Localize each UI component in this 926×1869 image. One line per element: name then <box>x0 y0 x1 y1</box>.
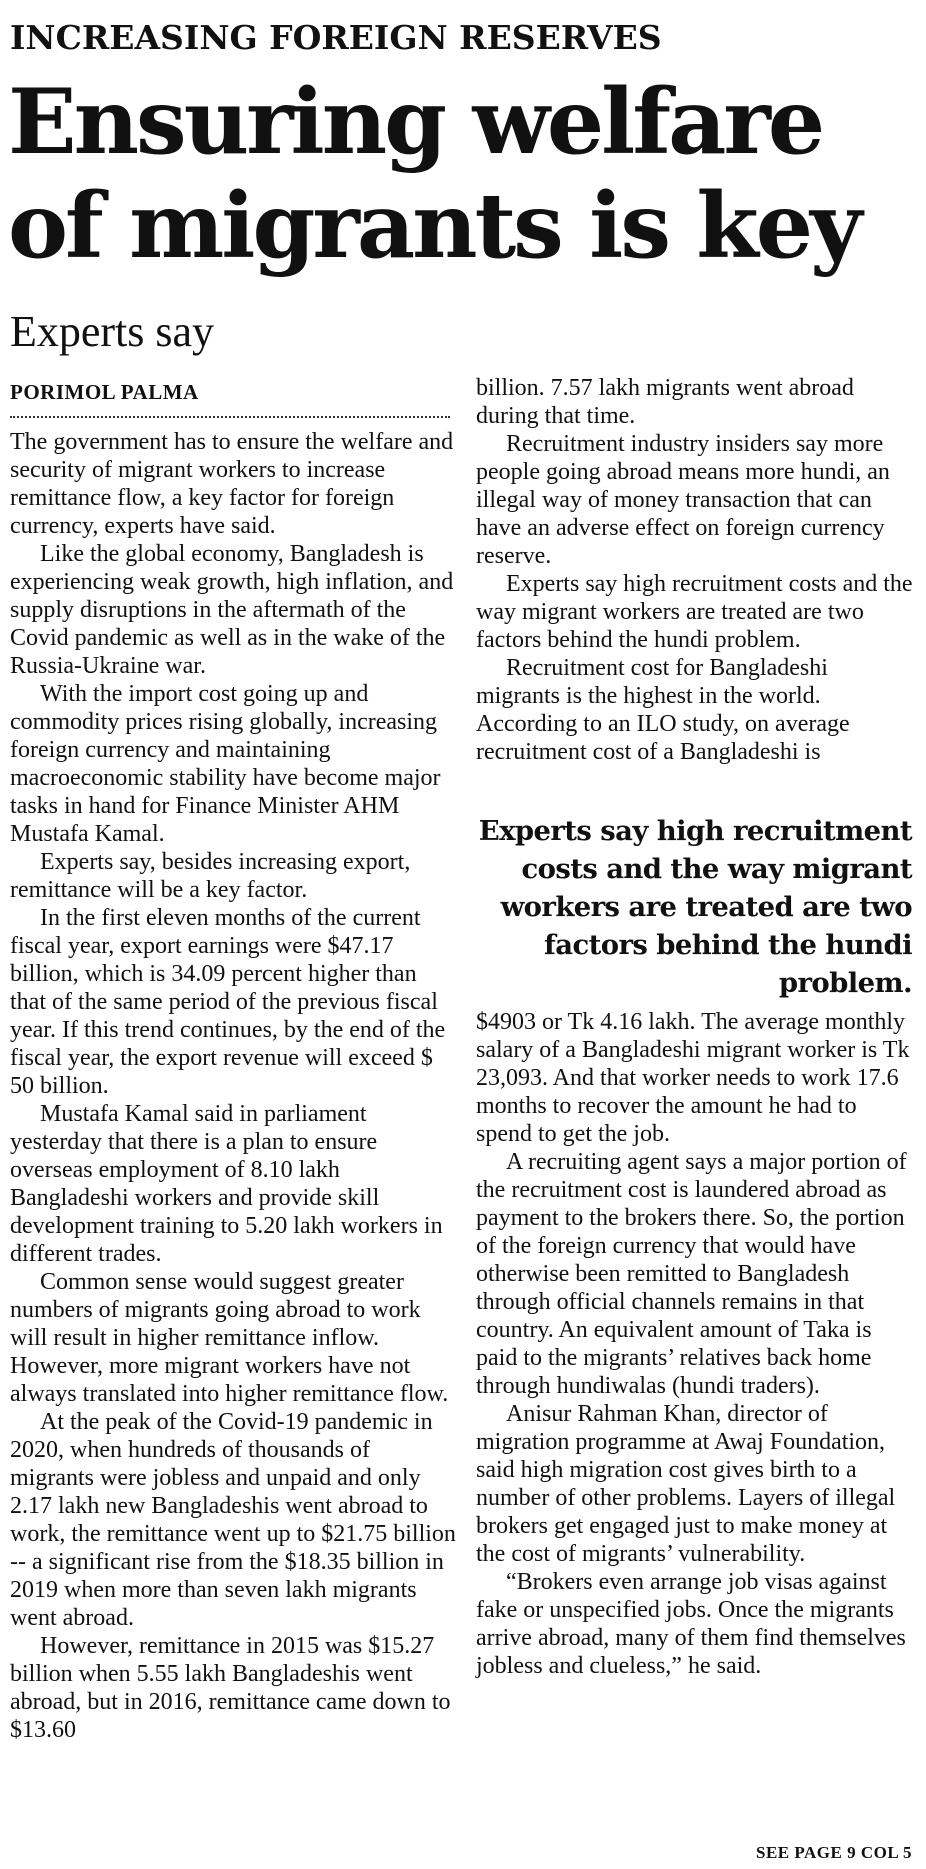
paragraph: $4903 or Tk 4.16 lakh. The average monthly salary of a Bangladeshi migrant worker is Tk 23,093. And that worker needs to work 17.6 months to recover the amount he had to spend to get the job. <box>476 1009 910 1147</box>
paragraph: Experts say high recruitment costs and the way migrant workers are treated are two factors behind the hundi problem. <box>476 571 913 653</box>
paragraph: At the peak of the Covid-19 pandemic in 2020, when hundreds of thousands of migrants were jobless and unpaid and only 2.17 lakh new Bangladeshis went abroad to work, the remittance went up to $21.75 billion -- a significant rise from the $18.35 billion in 2019 when more than seven lakh migrants went abroad. <box>10 1409 456 1631</box>
paragraph: The government has to ensure the welfare and security of migrant workers to increase remittance flow, a key factor for foreign currency, experts have said. <box>10 429 454 539</box>
paragraph: Common sense would suggest greater numbers of migrants going abroad to work will result in higher remittance inflow. However, more migrant workers have not always translated into higher remittance flow. <box>10 1269 449 1407</box>
paragraph: In the first eleven months of the current fiscal year, export earnings were $47.17 billion, which is 34.09 percent higher than that of the same period of the previous fiscal year. If this trend continues, by the end of the fiscal year, the export revenue will exceed $ 50 billion. <box>10 905 446 1099</box>
paragraph: Mustafa Kamal said in parliament yesterday that there is a plan to ensure overseas employment of 8.10 lakh Bangladeshi workers and provide skill development training to 5.20 lakh workers in different trades. <box>10 1101 443 1267</box>
paragraph: “Brokers even arrange job visas against fake or unspecified jobs. Once the migrants arrive abroad, many of them find themselves jobless and clueless,” he said. <box>476 1569 906 1679</box>
paragraph: Experts say, besides increasing export, remittance will be a key factor. <box>10 849 411 903</box>
headline <box>8 70 920 278</box>
paragraph: With the import cost going up and commodity prices rising globally, increasing foreign currency and maintaining macroeconomic stability have become major tasks in hand for Finance Minister AHM Mustafa Kamal. <box>10 681 441 847</box>
paragraph: Recruitment cost for Bangladeshi migrants is the highest in the world. According to an ILO study, on average recruitment cost of a Bangladeshi is <box>476 655 850 765</box>
headline-line-1: Ensuring welfare <box>8 69 823 175</box>
deck: Experts say <box>10 307 215 356</box>
paragraph: A recruiting agent says a major portion of the recruitment cost is laundered abroad as payment to the brokers there. So, the portion of the foreign currency that would have otherwise been remitted to Bangladesh through official channels remains in that country. An equivalent amount of Taka is paid to the migrants’ relatives back home through hundiwalas (hundi traders). <box>476 1149 907 1399</box>
article-column-1 <box>10 428 456 1744</box>
article-column-2-bottom <box>476 1008 916 1680</box>
paragraph: Anisur Rahman Khan, director of migration programme at Awaj Foundation, said high migration cost gives birth to a number of other problems. Layers of illegal brokers get engaged just to make money at the cost of migrants’ vulnerability. <box>476 1401 896 1567</box>
kicker: INCREASING FOREIGN RESERVES <box>10 18 662 57</box>
pull-quote: Experts say high recruitment costs and the way migrant workers are treated are two factors behind the hundi problem. <box>478 815 912 999</box>
paragraph: Like the global economy, Bangladesh is experiencing weak growth, high inflation, and supply disruptions in the aftermath of the Covid pandemic as well as in the wake of the Russia-Ukraine war. <box>10 541 454 679</box>
continuation-jump: SEE PAGE 9 COL 5 <box>756 1843 912 1862</box>
paragraph: However, remittance in 2015 was $15.27 billion when 5.55 lakh Bangladeshis went abroad, but in 2016, remittance came down to $13.60 <box>10 1633 451 1743</box>
byline: PORIMOL PALMA <box>10 380 199 404</box>
byline-divider <box>10 416 450 418</box>
headline-line-2: of migrants is key <box>8 173 860 279</box>
article-column-2-top <box>476 374 916 766</box>
paragraph: Recruitment industry insiders say more people going abroad means more hundi, an illegal way of money transaction that can have an adverse effect on foreign currency reserve. <box>476 431 890 569</box>
paragraph: billion. 7.57 lakh migrants went abroad during that time. <box>476 375 854 429</box>
